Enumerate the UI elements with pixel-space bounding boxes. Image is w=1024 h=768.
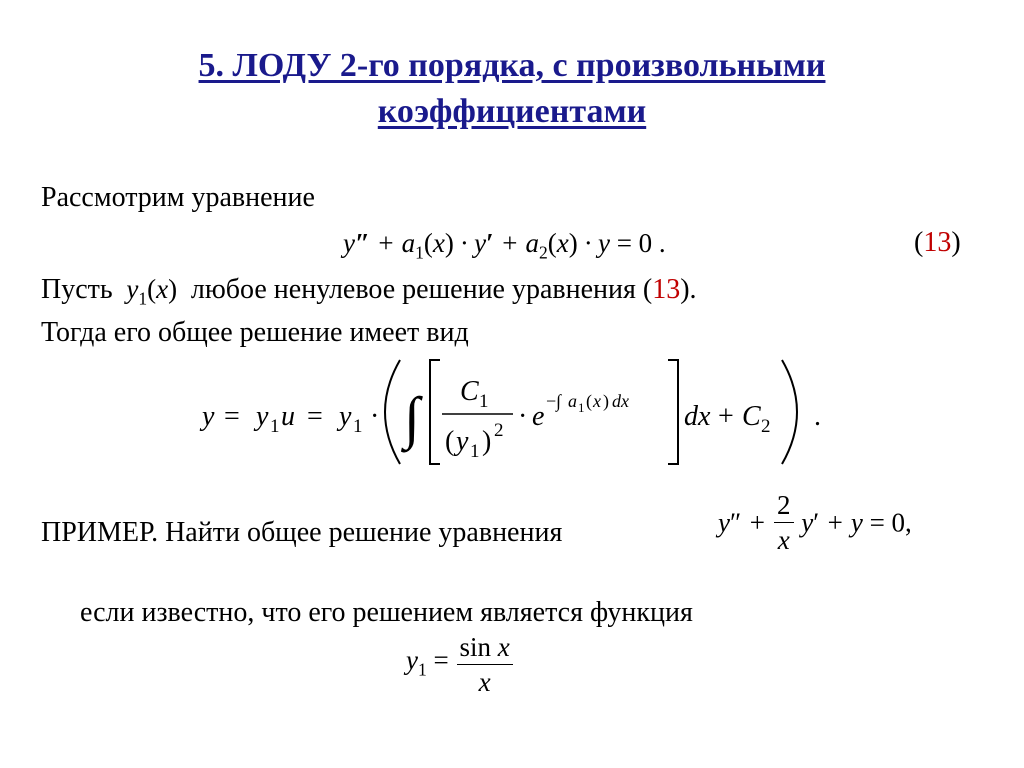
- equation-13-number: (13): [914, 227, 961, 258]
- svg-text:1: 1: [353, 416, 363, 437]
- sinx-over-x-fraction: $\frac{\text{sin x}}{x}$: [455, 630, 513, 699]
- svg-text:): ): [603, 391, 609, 411]
- intro-text: Рассмотрим уравнение: [41, 182, 315, 213]
- svg-text:a: a: [568, 391, 577, 411]
- svg-text:1: 1: [479, 391, 489, 412]
- svg-text:2: 2: [761, 416, 771, 437]
- svg-text:2: 2: [494, 420, 504, 441]
- svg-text:y: y: [202, 401, 215, 432]
- equation-13-number-value: 13: [923, 227, 952, 258]
- let-line: Пусть $y_1(x)$ любое ненулевое решение уравнения (13).: [41, 274, 697, 309]
- svg-text:dx: dx: [684, 401, 711, 432]
- slide-title-line-2: коэффициентами: [377, 93, 647, 130]
- svg-text:): ): [482, 426, 492, 457]
- svg-text:=: =: [307, 401, 323, 432]
- svg-text:C: C: [460, 376, 479, 407]
- let-prefix: Пусть: [41, 274, 113, 305]
- y1-of-x-inline: $y_1(x)$: [119, 274, 178, 309]
- y1-definition: $y_1$ = $\frac{\text{sin x}}{x}$: [406, 630, 514, 699]
- slide-title-line-1: 5. ЛОДУ 2-го порядка, с произвольными: [198, 47, 826, 84]
- svg-text:y: y: [456, 426, 469, 457]
- svg-text:1: 1: [578, 400, 585, 415]
- svg-text:x: x: [593, 391, 601, 411]
- if-known-text: если известно, что его решением является функция: [80, 597, 693, 628]
- svg-text:u: u: [281, 401, 295, 432]
- example-fraction: $\frac{2}{x}$: [773, 488, 795, 557]
- svg-text:·: ·: [518, 401, 528, 432]
- svg-text:y: y: [339, 401, 352, 432]
- svg-text:∫: ∫: [404, 385, 420, 450]
- svg-text:=: =: [224, 401, 240, 432]
- svg-text:y: y: [256, 401, 269, 432]
- svg-text:dx: dx: [612, 391, 629, 411]
- general-solution-formula: [190, 352, 830, 472]
- svg-text:(: (: [586, 391, 592, 411]
- example-text: ПРИМЕР. Найти общее решение уравнения: [41, 517, 563, 548]
- example-equation: y″ + $\frac{2}{x}$ y′ + y = 0,: [718, 490, 912, 555]
- svg-text:e: e: [532, 401, 545, 432]
- svg-text:·: ·: [370, 401, 380, 432]
- svg-text:+: +: [718, 401, 734, 432]
- svg-text:1: 1: [270, 416, 280, 437]
- svg-text:C: C: [742, 401, 761, 432]
- svg-text:−∫: −∫: [546, 391, 562, 411]
- svg-text:(: (: [445, 426, 455, 457]
- svg-text:1: 1: [470, 441, 480, 462]
- equation-13: $y'' + a_1(x) \cdot y' + a_2(x) \cdot y = 0$ .: [343, 228, 666, 263]
- let-description: любое ненулевое решение уравнения: [190, 274, 636, 305]
- svg-text:.: .: [814, 401, 821, 432]
- let-equation-ref: 13: [652, 274, 681, 305]
- then-text: Тогда его общее решение имеет вид: [41, 317, 469, 348]
